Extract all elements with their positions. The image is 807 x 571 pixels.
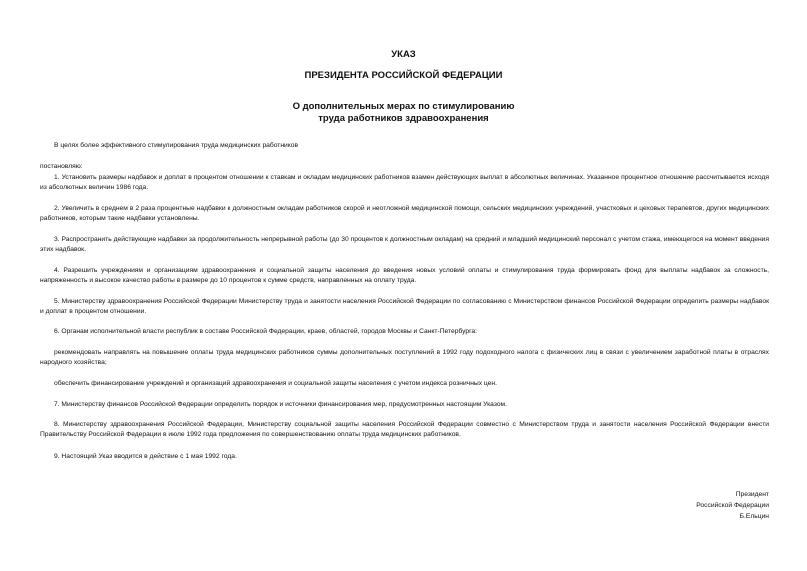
decree-heading: УКАЗ (391, 49, 416, 60)
paragraph-8: 8. Министерству здравоохранения Российской Федерации, Министерству социальной защиты населения Российской Федерации совместно с Министерством труда и занятости населения Российской Федерации внести Правительству Российской Федерации в июле 1992 года предложения по совершенствованию оплаты труда медицинских работников. (40, 421, 769, 438)
paragraph-6b: обеспечить финансирование учреждений и организаций здравоохранения и социальной защиты населения с учетом индекса розничных цен. (54, 380, 497, 387)
decree-subtitle-line-1: О дополнительных мерах по стимулированию (292, 101, 515, 112)
paragraph-7: 7. Министерству финансов Российской Федерации определить порядок и источники финансирования мер, предусмотренных настоящим Указом. (54, 401, 507, 408)
signature-name: Б.Ельцин (739, 513, 769, 520)
paragraph-6: 6. Органам исполнительной власти республик в составе Российской Федерации, краев, областей, городов Москвы и Санкт-Петербурга: (54, 328, 477, 335)
intro-paragraph: В целях более эффективного стимулирования труда медицинских работников (54, 142, 299, 149)
paragraph-2: 2. Увеличить в среднем в 2 раза процентные надбавки к должностным окладам работников скорой и неотложной медицинской помощи, сельских медицинских учреждений, участковых и цеховых терапевтов, других медицинских работников, которым такие надбавки установлены. (40, 205, 769, 222)
decree-word: постановляю: (40, 163, 83, 170)
paragraph-1: 1. Установить размеры надбавок и доплат в процентом отношении к ставкам и окладам медицинских работников взамен действующих выплат в абсолютных величинах. Указанное процентное отношение рассчитывается исходя из абсолютных величин 1986 года. (40, 174, 769, 191)
signature-country: Российской Федерации (696, 502, 769, 509)
paragraph-9: 9. Настоящий Указ вводится в действие с 1 мая 1992 года. (54, 453, 237, 460)
decree-subtitle-line-2: труда работников здравоохранения (318, 113, 489, 124)
paragraph-6a: рекомендовать направлять на повышение оплаты труда медицинских работников суммы дополнительных поступлений в 1992 году подоходного налога с физических лиц в связи с увеличением заработной платы в отраслях народного хозяйства; (40, 349, 769, 366)
paragraph-5: 5. Министерству здравоохранения Российской Федерации Министерству труда и занятости населения Российской Федерации по согласованию с Министерством финансов Российской Федерации определить размеры надбавок и доплат в процентом отношении. (40, 298, 769, 315)
signature-title: Президент (735, 491, 769, 498)
paragraph-4: 4. Разрешить учреждениям и организациям здравоохранения и социальной защиты населения до введения новых условий оплаты и стимулирования труда формировать фонд для выплаты надбавок за сложность, напряженность и высокое качество работы в размере до 10 процентов к сумме средств, направленных на оплату труда. (40, 267, 769, 284)
issuer-heading: ПРЕЗИДЕНТА РОССИЙСКОЙ ФЕДЕРАЦИИ (304, 70, 503, 81)
paragraph-3: 3. Распространить действующие надбавки за продолжительность непрерывной работы (до 30 процентов к должностным окладам) на средний и младший медицинский персонал с учетом стажа, имеющегося на момент введения этих надбавок. (40, 236, 769, 253)
